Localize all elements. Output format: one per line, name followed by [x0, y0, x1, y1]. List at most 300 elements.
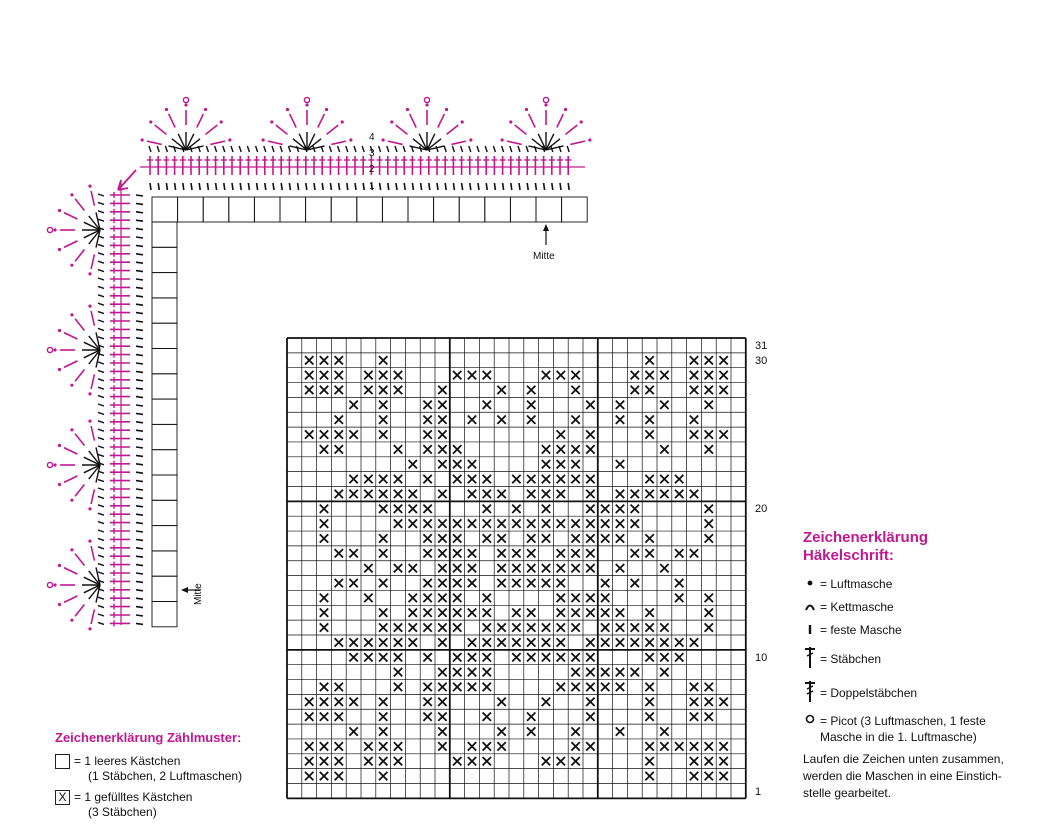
- filled-cell-mark: [409, 519, 417, 527]
- filled-cell-mark: [601, 609, 609, 617]
- filled-cell-mark: [557, 475, 565, 483]
- legend-filled-box-line2: (3 Stäbchen): [88, 805, 157, 819]
- filled-cell-mark: [571, 727, 579, 735]
- filled-cell-mark: [557, 594, 565, 602]
- legend-item-feste-masche: = feste Masche: [803, 619, 1033, 642]
- filled-cell-mark: [542, 757, 550, 765]
- filled-cell-mark: [379, 623, 387, 631]
- legend-note-line2: werden die Maschen in eine Einstich-: [803, 769, 1002, 783]
- filled-cell-mark: [438, 460, 446, 468]
- sc-mark: [256, 146, 258, 152]
- sc-mark: [136, 565, 143, 566]
- sc-mark: [136, 615, 143, 616]
- row-number-4: 4: [369, 132, 375, 143]
- filled-cell-mark: [320, 534, 328, 542]
- filled-cell-mark: [320, 371, 328, 379]
- sc-mark: [136, 355, 143, 356]
- filled-cell-mark: [497, 519, 505, 527]
- filled-cell-mark: [320, 712, 328, 720]
- filled-cell-mark: [571, 519, 579, 527]
- filled-cell-mark: [645, 772, 653, 780]
- filled-cell-mark: [394, 623, 402, 631]
- filled-cell-mark: [438, 549, 446, 557]
- filled-cell-mark: [542, 638, 550, 646]
- filled-cell-mark: [453, 579, 461, 587]
- sc-mark: [206, 146, 208, 152]
- filled-cell-mark: [335, 386, 343, 394]
- filled-cell-mark: [349, 727, 357, 735]
- filled-cell-mark: [512, 564, 520, 572]
- filled-cell-mark: [690, 371, 698, 379]
- sc-mark: [136, 287, 143, 288]
- sc-mark: [136, 464, 143, 465]
- filled-cell-mark: [438, 564, 446, 572]
- empty-box-icon: [55, 754, 70, 769]
- filled-cell-mark: [497, 534, 505, 542]
- sc-mark: [98, 572, 104, 574]
- filled-cell-mark: [423, 534, 431, 542]
- filled-cell-mark: [542, 519, 550, 527]
- filled-cell-mark: [645, 386, 653, 394]
- filled-cell-mark: [379, 401, 387, 409]
- sc-mark: [158, 183, 159, 190]
- filled-cell-mark: [586, 712, 594, 720]
- sc-mark: [136, 212, 143, 213]
- filled-cell-mark: [497, 698, 505, 706]
- filled-cell-mark: [394, 475, 402, 483]
- filled-cell-mark: [483, 609, 491, 617]
- filled-cell-mark: [379, 698, 387, 706]
- filled-cell-mark: [675, 475, 683, 483]
- filled-cell-mark: [586, 430, 594, 438]
- filled-cell-mark: [468, 757, 476, 765]
- filled-cell-mark: [364, 653, 372, 661]
- border-box: [152, 399, 177, 424]
- filled-cell-mark: [631, 490, 639, 498]
- filled-cell-mark: [616, 490, 624, 498]
- border-box: [152, 273, 177, 298]
- filled-cell-mark: [586, 475, 594, 483]
- filled-cell-mark: [557, 638, 565, 646]
- filled-cell-mark: [349, 475, 357, 483]
- filled-cell-mark: [335, 683, 343, 691]
- filled-cell-mark: [335, 371, 343, 379]
- sc-mark: [98, 320, 104, 322]
- border-box: [331, 197, 357, 222]
- filled-cell-mark: [705, 445, 713, 453]
- filled-cell-mark: [571, 594, 579, 602]
- filled-cell-mark: [542, 579, 550, 587]
- shell-fan: [262, 97, 353, 150]
- sc-mark: [265, 183, 266, 190]
- filled-cell-mark: [645, 430, 653, 438]
- filled-box-icon: X: [55, 790, 70, 805]
- filled-cell-mark: [379, 549, 387, 557]
- filled-cell-mark: [571, 371, 579, 379]
- sc-mark: [461, 146, 463, 152]
- filled-cell-mark: [542, 653, 550, 661]
- filled-cell-mark: [571, 564, 579, 572]
- filled-cell-mark: [690, 386, 698, 394]
- filled-cell-mark: [394, 445, 402, 453]
- filled-cell-mark: [409, 490, 417, 498]
- border-box: [152, 247, 177, 272]
- tr-icon: [803, 679, 817, 707]
- filled-cell-mark: [379, 609, 387, 617]
- filled-cell-mark: [438, 579, 446, 587]
- border-box: [357, 197, 383, 222]
- filled-cell-mark: [660, 742, 668, 750]
- sc-mark: [136, 254, 143, 255]
- sc-mark: [354, 146, 356, 152]
- sc-mark: [363, 183, 364, 190]
- sc-mark: [136, 556, 143, 557]
- filled-cell-mark: [645, 623, 653, 631]
- filled-cell-mark: [453, 371, 461, 379]
- filled-cell-mark: [660, 727, 668, 735]
- filled-cell-mark: [394, 683, 402, 691]
- sc-mark: [136, 590, 143, 591]
- filled-cell-mark: [379, 534, 387, 542]
- filled-cell-mark: [690, 712, 698, 720]
- border-box: [152, 526, 177, 551]
- filled-cell-mark: [571, 475, 579, 483]
- filled-cell-mark: [527, 712, 535, 720]
- sc-mark: [98, 244, 104, 246]
- filled-cell-mark: [616, 623, 624, 631]
- filled-cell-mark: [527, 564, 535, 572]
- border-box: [382, 197, 408, 222]
- sc-mark: [239, 146, 241, 152]
- filled-cell-mark: [497, 386, 505, 394]
- sc-mark: [136, 489, 143, 490]
- filled-cell-mark: [423, 519, 431, 527]
- sc-mark: [98, 370, 104, 372]
- filled-cell-mark: [705, 505, 713, 513]
- row-number-2: 2: [369, 164, 375, 175]
- filled-cell-mark: [527, 519, 535, 527]
- filled-cell-mark: [438, 668, 446, 676]
- filled-cell-mark: [423, 623, 431, 631]
- border-box: [152, 298, 177, 323]
- sc-mark: [232, 183, 233, 190]
- sc-mark: [98, 597, 104, 599]
- filled-cell-mark: [305, 742, 313, 750]
- filled-cell-mark: [335, 757, 343, 765]
- filled-cell-mark: [379, 505, 387, 513]
- chart-row-label-1: 1: [755, 786, 762, 798]
- filled-cell-mark: [379, 430, 387, 438]
- border-box: [152, 602, 177, 627]
- filled-cell-mark: [571, 742, 579, 750]
- filled-cell-mark: [645, 638, 653, 646]
- filled-cell-mark: [320, 356, 328, 364]
- filled-cell-mark: [364, 564, 372, 572]
- filled-cell-mark: [631, 549, 639, 557]
- filled-cell-mark: [690, 430, 698, 438]
- filled-cell-mark: [557, 371, 565, 379]
- filled-cell-mark: [527, 623, 535, 631]
- filled-cell-mark: [468, 638, 476, 646]
- filled-cell-mark: [542, 698, 550, 706]
- filled-cell-mark: [512, 623, 520, 631]
- filled-cell-mark: [423, 579, 431, 587]
- filled-cell-mark: [645, 549, 653, 557]
- sc-mark: [98, 547, 104, 549]
- filled-cell-mark: [335, 356, 343, 364]
- filled-cell-mark: [483, 594, 491, 602]
- filled-cell-mark: [586, 653, 594, 661]
- filled-cell-mark: [616, 534, 624, 542]
- sc-mark: [136, 506, 143, 507]
- legend-note-line1: Laufen die Zeichen unten zusammen,: [803, 752, 1004, 766]
- filled-cell-mark: [497, 742, 505, 750]
- sc-mark: [98, 194, 104, 196]
- filled-cell-mark: [557, 564, 565, 572]
- sc-mark: [486, 183, 487, 190]
- sc-mark: [395, 146, 397, 152]
- filled-cell-mark: [645, 475, 653, 483]
- sc-mark: [98, 606, 104, 608]
- sc-mark: [98, 454, 104, 456]
- filled-cell-mark: [483, 757, 491, 765]
- border-box: [485, 197, 511, 222]
- filled-cell-mark: [423, 475, 431, 483]
- filled-cell-mark: [557, 609, 565, 617]
- filled-cell-mark: [601, 579, 609, 587]
- sc-mark: [136, 523, 143, 524]
- sc-mark: [98, 286, 104, 288]
- border-box: [280, 197, 306, 222]
- filled-cell-mark: [571, 386, 579, 394]
- legend-item-staebchen: = Stäbchen: [803, 642, 1033, 676]
- sc-mark: [98, 362, 104, 364]
- filled-cell-mark: [349, 549, 357, 557]
- filled-cell-mark: [335, 579, 343, 587]
- filled-cell-mark: [453, 534, 461, 542]
- filled-cell-mark: [423, 594, 431, 602]
- border-box: [434, 197, 460, 222]
- sc-mark: [136, 321, 143, 322]
- arc-icon: [803, 600, 817, 615]
- filled-cell-mark: [542, 505, 550, 513]
- filled-cell-mark: [660, 371, 668, 379]
- border-box: [306, 197, 332, 222]
- sc-mark: [240, 183, 241, 190]
- filled-cell-mark: [705, 534, 713, 542]
- shell-fan: [47, 540, 100, 631]
- filled-cell-mark: [483, 742, 491, 750]
- filled-cell-mark: [690, 683, 698, 691]
- row-number-1: 1: [369, 181, 375, 192]
- sc-mark: [412, 183, 413, 190]
- filled-cell-mark: [409, 505, 417, 513]
- filled-cell-mark: [364, 490, 372, 498]
- filled-cell-mark: [542, 460, 550, 468]
- bar-icon: [803, 623, 817, 639]
- filled-cell-mark: [571, 460, 579, 468]
- filled-cell-mark: [335, 742, 343, 750]
- filled-cell-mark: [364, 638, 372, 646]
- filled-cell-mark: [453, 549, 461, 557]
- legend-item-doppelstaebchen: = Doppelstäbchen: [803, 676, 1033, 710]
- filled-cell-mark: [335, 712, 343, 720]
- filled-cell-mark: [453, 757, 461, 765]
- sc-mark: [98, 219, 104, 221]
- border-box: [152, 323, 177, 348]
- border-box: [152, 551, 177, 576]
- sc-mark: [136, 481, 143, 482]
- filled-cell-mark: [645, 757, 653, 765]
- filled-cell-mark: [335, 445, 343, 453]
- filled-cell-mark: [616, 683, 624, 691]
- border-box: [254, 197, 280, 222]
- sc-mark: [452, 146, 454, 152]
- sc-mark: [98, 396, 104, 398]
- sc-mark: [98, 412, 104, 414]
- filled-cell-mark: [660, 623, 668, 631]
- filled-cell-mark: [497, 623, 505, 631]
- filled-cell-mark: [586, 609, 594, 617]
- sc-mark: [136, 623, 143, 624]
- sc-mark: [183, 183, 184, 190]
- sc-mark: [136, 472, 143, 473]
- sc-mark: [314, 183, 315, 190]
- filled-cell-mark: [320, 698, 328, 706]
- filled-cell-mark: [320, 742, 328, 750]
- filled-cell-mark: [660, 564, 668, 572]
- filled-cell-mark: [527, 490, 535, 498]
- filled-cell-mark: [512, 579, 520, 587]
- filled-cell-mark: [438, 594, 446, 602]
- sc-mark: [98, 337, 104, 339]
- filled-cell-mark: [690, 772, 698, 780]
- filled-cell-mark: [483, 623, 491, 631]
- filled-cell-mark: [305, 698, 313, 706]
- filled-cell-mark: [542, 475, 550, 483]
- filled-cell-mark: [542, 445, 550, 453]
- filled-cell-mark: [512, 653, 520, 661]
- filled-cell-mark: [468, 415, 476, 423]
- filled-cell-mark: [423, 505, 431, 513]
- filled-cell-mark: [423, 445, 431, 453]
- filled-cell-mark: [483, 475, 491, 483]
- filled-cell-mark: [586, 594, 594, 602]
- shell-fan: [47, 185, 100, 276]
- filled-cell-mark: [571, 534, 579, 542]
- sc-mark: [136, 329, 143, 330]
- filled-cell-mark: [483, 519, 491, 527]
- filled-cell-mark: [438, 638, 446, 646]
- filled-cell-mark: [379, 371, 387, 379]
- chart-row-label-20: 20: [755, 503, 768, 515]
- sc-mark: [403, 146, 405, 152]
- filled-cell-mark: [527, 534, 535, 542]
- filled-cell-mark: [320, 772, 328, 780]
- sc-mark: [98, 303, 104, 305]
- filled-cell-mark: [409, 609, 417, 617]
- filled-cell-mark: [497, 727, 505, 735]
- sc-mark: [191, 183, 192, 190]
- sc-mark: [421, 183, 422, 190]
- filled-cell-mark: [660, 401, 668, 409]
- filled-cell-mark: [468, 475, 476, 483]
- filled-cell-mark: [379, 757, 387, 765]
- filled-cell-mark: [601, 505, 609, 513]
- filled-cell-mark: [364, 371, 372, 379]
- filled-cell-mark: [645, 490, 653, 498]
- sc-mark: [150, 183, 151, 190]
- sc-mark: [166, 183, 167, 190]
- filled-cell-mark: [335, 415, 343, 423]
- filled-cell-mark: [527, 727, 535, 735]
- sc-mark: [98, 211, 104, 213]
- sc-mark: [477, 146, 479, 152]
- filled-cell-mark: [586, 742, 594, 750]
- filled-cell-mark: [675, 490, 683, 498]
- shell-fan: [141, 97, 232, 150]
- border-box: [152, 374, 177, 399]
- picot-icon: [803, 713, 817, 729]
- filled-cell-mark: [438, 609, 446, 617]
- filled-cell-mark: [601, 534, 609, 542]
- filled-cell-mark: [394, 757, 402, 765]
- filled-cell-mark: [394, 564, 402, 572]
- filled-cell-mark: [349, 653, 357, 661]
- filled-cell-mark: [616, 564, 624, 572]
- filled-cell-mark: [349, 698, 357, 706]
- filled-cell-mark: [586, 698, 594, 706]
- filled-cell-mark: [571, 668, 579, 676]
- border-box: [152, 424, 177, 449]
- sc-mark: [224, 183, 225, 190]
- filled-cell-mark: [719, 430, 727, 438]
- sc-mark: [136, 388, 143, 389]
- filled-cell-mark: [601, 638, 609, 646]
- shell-fan: [501, 97, 592, 150]
- filled-cell-mark: [527, 579, 535, 587]
- filled-cell-mark: [305, 757, 313, 765]
- filled-cell-mark: [571, 549, 579, 557]
- legend-item-luftmasche: = Luftmasche: [803, 573, 1033, 596]
- sc-mark: [136, 447, 143, 448]
- filled-cell-mark: [616, 609, 624, 617]
- filled-cell-mark: [719, 772, 727, 780]
- sc-mark: [136, 346, 143, 347]
- filled-cell-mark: [394, 505, 402, 513]
- filled-cell-mark: [394, 371, 402, 379]
- filled-cell-mark: [542, 490, 550, 498]
- sc-mark: [136, 455, 143, 456]
- filled-cell-mark: [497, 490, 505, 498]
- filled-cell-mark: [483, 668, 491, 676]
- sc-mark: [98, 270, 104, 272]
- sc-mark: [98, 404, 104, 406]
- filled-cell-mark: [705, 772, 713, 780]
- filled-cell-mark: [690, 490, 698, 498]
- filled-cell-mark: [586, 505, 594, 513]
- filled-cell-mark: [690, 757, 698, 765]
- filled-cell-mark: [453, 668, 461, 676]
- filled-cell-mark: [527, 475, 535, 483]
- filled-cell-mark: [705, 757, 713, 765]
- mitte-left-label: Mitte: [193, 583, 204, 605]
- filled-cell-mark: [586, 549, 594, 557]
- filled-cell-mark: [468, 371, 476, 379]
- sc-mark: [264, 146, 266, 152]
- filled-cell-mark: [379, 772, 387, 780]
- filled-cell-mark: [631, 519, 639, 527]
